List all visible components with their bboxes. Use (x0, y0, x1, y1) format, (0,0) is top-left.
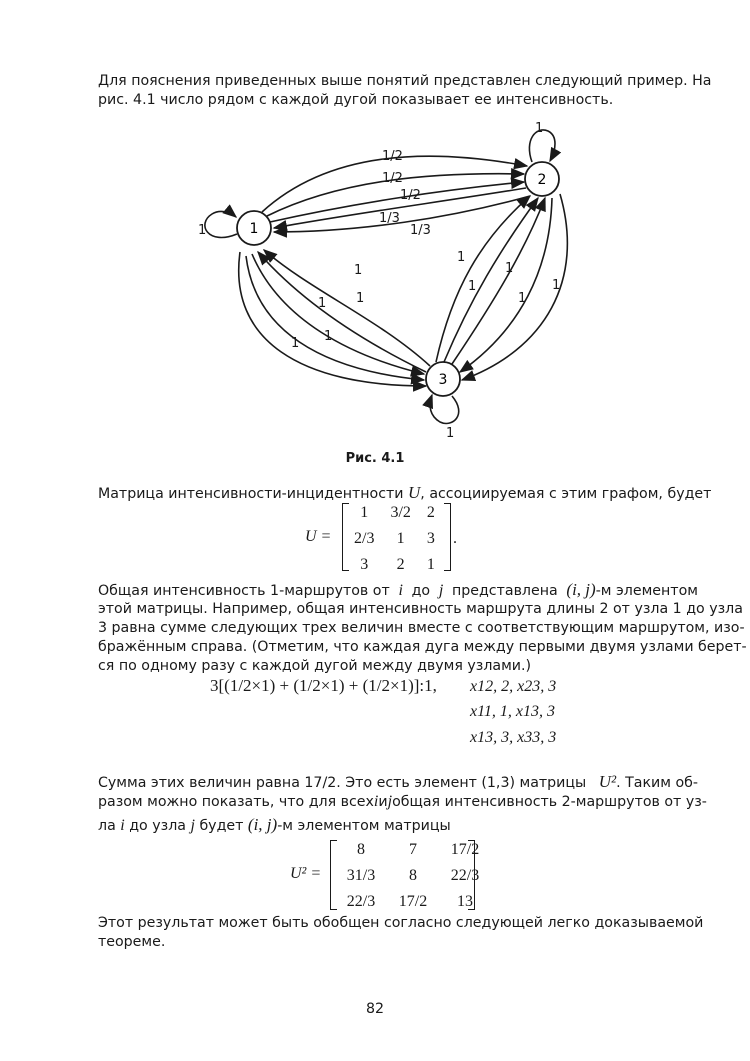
matrix-U2-cell: 22/3 (346, 893, 376, 910)
node-3 (426, 362, 460, 396)
label-1-2-a: 1/2 (382, 149, 403, 164)
matrix-U2-cell: 31/3 (346, 867, 376, 884)
matrix-U-right-bracket (444, 503, 451, 571)
para2-line-3-text: 3 равна сумме следующих трех величин вместе с соответствующим маршрутом, изо- (98, 620, 745, 636)
matrix-U2-cell: 7 (409, 841, 417, 858)
matrix-U-cell: 3/2 (390, 504, 411, 521)
edge-1-3-b (246, 256, 424, 380)
label-1-3-b: 1 (324, 329, 333, 344)
label-1-2-c: 1/2 (400, 188, 421, 203)
sum-route-2: x11, 1, x13, 3 (470, 703, 556, 720)
matrix-U-cell: 2/3 (354, 530, 375, 547)
matrix-intro-after: , ассоциируемая с этим графом, будет (420, 486, 712, 502)
matrix-U2-cell: 17/2 (450, 841, 480, 858)
matrix-U2-cell: 8 (409, 867, 417, 884)
label-3-2-a: 1 (457, 250, 466, 265)
para2-text-a: Общая интенсивность 1-маршрутов от (98, 583, 390, 599)
figure-graph (0, 0, 750, 470)
para3-text-i: -м элементом матрицы (277, 818, 451, 834)
para2-text-c: представлена (451, 583, 558, 599)
edge-3-2-a (436, 196, 530, 362)
sum-route-3: x13, 3, x33, 3 (470, 729, 557, 746)
para3-text-g: до узла (129, 818, 186, 834)
para3-var-i: i (373, 793, 379, 810)
label-2-3-a: 1 (518, 291, 527, 306)
para4-line-1 (98, 914, 704, 933)
para2-text-b: до (411, 583, 431, 599)
label-1-3-c: 1 (291, 336, 300, 351)
matrix-U-cell: 2 (396, 556, 405, 573)
para3-text-e: общая интенсивность 2-маршрутов от уз- (392, 794, 707, 810)
para2-line-5: ся по одному разу с каждой дугой между двумя узлами.) (98, 658, 532, 674)
matrix-symbol-U: U (408, 483, 421, 502)
svg-text:2: 2 (537, 172, 547, 188)
para3-line-2 (98, 792, 707, 812)
matrix-U-cell: 3 (426, 530, 435, 547)
label-3-1-a: 1 (354, 263, 363, 278)
edge-3-2-b (444, 198, 538, 362)
para3-text-b: . Таким об- (616, 775, 698, 791)
para4-line-1-text: Этот результат может быть обобщен согласно следующей легко доказываемой (98, 915, 704, 931)
para3-line-3 (98, 815, 451, 836)
para2-line-2 (98, 600, 743, 619)
para3-text-h: будет (199, 818, 244, 834)
label-1-2-b: 1/2 (382, 171, 403, 186)
para3-symbol-U2: U² (598, 772, 617, 791)
matrix-U2-cell: 8 (357, 841, 365, 858)
label-3-2-b: 1 (468, 279, 477, 294)
matrix-U2-cell: 17/2 (398, 893, 428, 910)
page-number: 82 (365, 1001, 385, 1017)
para3-ij: (i, j) (247, 815, 278, 834)
label-loop-2: 1 (535, 121, 544, 136)
matrix-intro-before: Матрица интенсивности-инцидентности (98, 486, 404, 502)
matrix-U2-cell: 13 (457, 893, 473, 910)
matrix-U-cell: 1 (360, 504, 369, 521)
matrix-U-cell: 1 (426, 556, 435, 573)
para4-line-2: теореме. (98, 934, 166, 950)
intro-line-2: рис. 4.1 число рядом с каждой дугой показывает ее интенсивность. (98, 92, 614, 108)
figure-caption: Рис. 4.1 (345, 451, 405, 466)
para2-line-3 (98, 619, 745, 638)
node-2 (525, 162, 559, 196)
para2-line-4-text: бражённым справа. (Отметим, что каждая дуга между первыми двумя узлами берет- (98, 639, 747, 655)
para2-var-i: i (398, 582, 403, 599)
label-2-3-b: 1 (552, 278, 561, 293)
para3-var-j: j (387, 793, 393, 810)
label-loop-3: 1 (446, 426, 455, 441)
matrix-U-end: . (453, 530, 457, 547)
label-1-3-a: 1 (318, 296, 327, 311)
para3-var-j2: j (190, 817, 195, 834)
matrix-U-cell: 3 (360, 556, 369, 573)
matrix-U (346, 500, 443, 578)
label-2-1-a: 1/3 (379, 211, 400, 226)
intro-line-1: Для пояснения приведенных выше понятий представлен следующий пример. На (98, 73, 712, 89)
edge-loop-3 (430, 395, 459, 423)
para3-text-f: ла (98, 818, 116, 834)
para2-line-2-text: этой матрицы. Например, общая интенсивность маршрута длины 2 от узла 1 до узла (98, 601, 743, 617)
para2-var-j: j (438, 582, 444, 599)
matrix-U2-lhs: U² = (290, 865, 322, 882)
para3-text-a: Сумма этих величин равна 17/2. Это есть элемент (1,3) матрицы (98, 775, 587, 791)
para3-text-c: разом можно показать, что для всех (98, 794, 374, 810)
matrix-U-cell: 2 (426, 504, 435, 521)
svg-text:3: 3 (438, 372, 448, 388)
label-loop-1: 1 (198, 223, 207, 238)
label-3-2-c: 1 (505, 261, 514, 276)
matrix-U-lhs: U = (305, 528, 332, 545)
para2-line-1 (98, 580, 698, 601)
para3-line-1 (98, 772, 698, 793)
matrix-U2-cell: 22/3 (450, 867, 480, 884)
node-1 (237, 211, 271, 245)
matrix-U2-right-bracket (468, 840, 475, 910)
sum-route-1: x12, 2, x23, 3 (470, 678, 557, 695)
para3-var-i2: i (120, 817, 125, 834)
para2-ij: (i, j) (566, 580, 596, 599)
edge-loop-1 (205, 211, 237, 237)
svg-text:1: 1 (249, 221, 259, 237)
edge-1-3-c (239, 252, 426, 386)
sum-expression: 3[(1/2×1) + (1/2×1) + (1/2×1)]:1, (210, 676, 437, 695)
para3-text-d: и (378, 794, 388, 810)
matrix-U-cell: 1 (396, 530, 405, 547)
para2-line-4 (98, 638, 747, 657)
label-3-1-b: 1 (356, 291, 365, 306)
para2-text-d: -м элементом (595, 583, 698, 599)
label-2-1-b: 1/3 (410, 223, 431, 238)
